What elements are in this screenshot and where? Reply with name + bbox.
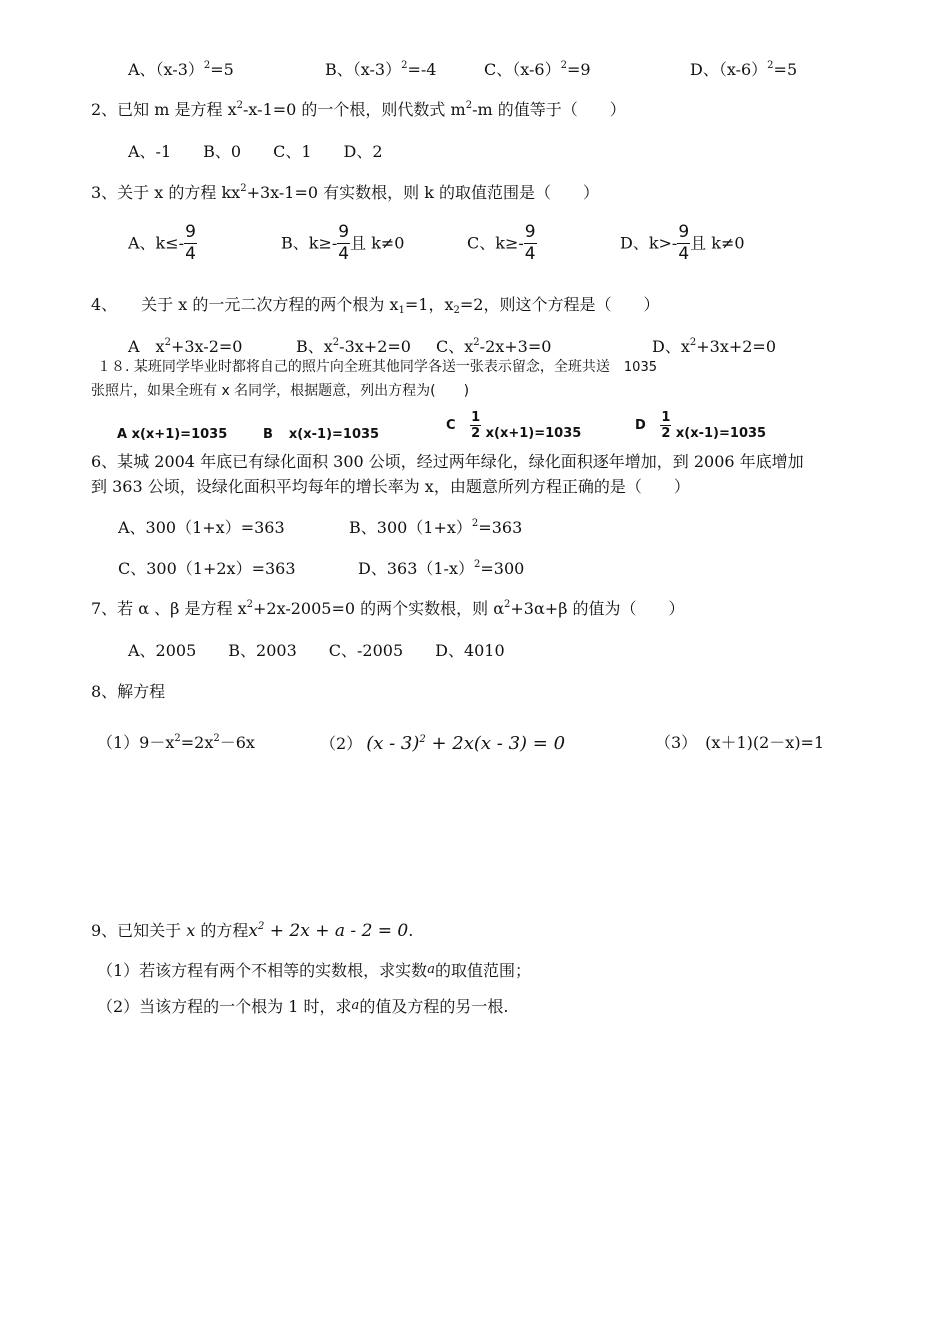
q6-option-a: A、300（1+x）=363 — [118, 518, 285, 537]
q1-option-a: A、$(x-3)^2=5$ — [128, 60, 234, 79]
q4-option-d: D、$x^2+3x+2=0$ — [652, 337, 777, 356]
q3-option-c: C、k≥- $\frac{9}{4}$ — [467, 222, 536, 264]
q7-stem: 7、若 α 、β 是方程 $x^2+2x-2005=0$ 的两个实数根，则 $\alpha^2+3\alpha+\beta$ 的值为（ ） — [91, 599, 685, 618]
q1-option-c: C、$(x-6)^2=9$ — [484, 60, 591, 79]
q5-stem-line1: １８. 某班同学毕业时都将自己的照片向全班其他同学各送一张表示留念，全班共送 1035 — [97, 359, 657, 375]
q6-stem-line1: 6、某城 2004 年底已有绿化面积 300 公顷，经过两年绿化，绿化面积逐年增加，到 2006 年底增加 — [91, 452, 804, 471]
q5-option-b: B x(x-1)=1035 — [263, 427, 380, 442]
fraction-nine-fourths: $\frac{9}{4}$ — [524, 222, 536, 264]
q9-subquestion-1: （1）若该方程有两个不相等的实数根，求实数a的取值范围； — [97, 961, 531, 980]
q1-option-b: B、$(x-3)^2=-4$ — [325, 60, 437, 79]
fraction-one-half: $\frac{1}{2}$ — [471, 410, 481, 441]
q1-option-d: D、$(x-6)^2=5$ — [690, 60, 798, 79]
q8-title: 8、解方程 — [91, 682, 166, 701]
q6-stem-line2: 到 363 公顷，设绿化面积平均每年的增长率为 x，由题意所列方程正确的是（ ） — [91, 477, 690, 496]
q6-option-d: D、$363(1-x)^2=300$ — [358, 559, 525, 578]
q3-option-b: B、k≥- $\frac{9}{4}$ 且 k≠0 — [281, 222, 405, 264]
q5-option-c: C $\frac{1}{2}$ x(x+1)=1035 — [446, 410, 582, 441]
fraction-nine-fourths: $\frac{9}{4}$ — [678, 222, 690, 264]
q3-option-a: A、k≤- $\frac{9}{4}$ — [128, 222, 196, 264]
q3-stem: 3、关于 x 的方程 $kx^2+3x-1=0$ 有实数根，则 k 的取值范围是（ ） — [91, 183, 600, 202]
fraction-nine-fourths: $\frac{9}{4}$ — [338, 222, 350, 264]
q4-stem: 4、 关于 x 的一元二次方程的两个根为 $x_1=1$，$x_2=2$，则这个方程是（ ） — [91, 295, 660, 316]
q4-option-a: A $x^2+3x-2=0$ — [128, 337, 243, 356]
q8-part1: $(1)9-x^2=2x^2-6x$ — [97, 733, 255, 752]
q8-part2: （2） (x - 3)$^2$ + 2x(x - 3) = 0 — [320, 733, 566, 754]
q5-stem-line2: 张照片，如果全班有 x 名同学，根据题意，列出方程为( ) — [91, 383, 470, 399]
fraction-nine-fourths: $\frac{9}{4}$ — [185, 222, 196, 264]
q6-option-c: C、300（1+2x）=363 — [118, 559, 296, 578]
q9-stem: 9、已知关于 x 的方程$x^2 + 2x + a - 2 = 0$. — [91, 921, 414, 941]
q3-option-d: D、k>- $\frac{9}{4}$ 且 k≠0 — [620, 222, 745, 264]
q6-option-b: B、$300(1+x)^2=363$ — [349, 518, 523, 537]
q2-options: A、-1 B、0 C、1 D、2 — [128, 142, 383, 161]
q4-option-c: C、$x^2-2x+3=0$ — [436, 337, 552, 356]
q5-option-d: D $\frac{1}{2}$ x(x-1)=1035 — [635, 410, 767, 441]
q2-stem: 2、已知 m 是方程 $x^2-x-1=0$ 的一个根，则代数式 $m^2-m$ 的值等于（ ） — [91, 100, 626, 119]
q5-option-a: A x(x+1)=1035 — [117, 427, 228, 442]
fraction-one-half: $\frac{1}{2}$ — [661, 410, 671, 441]
q7-options: A、2005 B、2003 C、-2005 D、4010 — [128, 641, 505, 660]
q8-part3: （3） (x＋1)(2－x)=1 — [655, 733, 825, 752]
q9-subquestion-2: （2）当该方程的一个根为 1 时，求a的值及方程的另一根. — [97, 997, 509, 1016]
q4-option-b: B、$x^2-3x+2=0$ — [296, 337, 411, 356]
